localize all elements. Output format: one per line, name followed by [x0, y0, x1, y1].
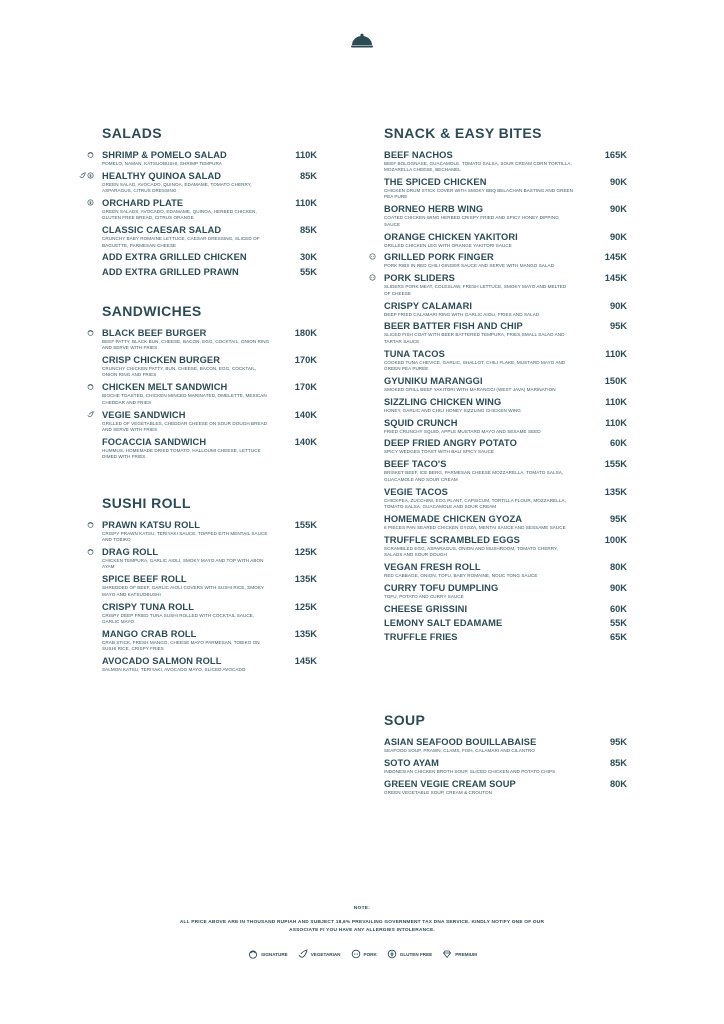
menu-section-sandwiches [102, 303, 317, 464]
menu-item [102, 328, 317, 352]
item-name: SHRIMP & POMELO SALAD [102, 150, 227, 160]
item-price: 155K [604, 459, 627, 470]
item-description: BEEF PATTY, BLACK BUN, CHEESE, BACON, EGG, COCKTAIL, ONION RING AND SERVE WITH FRIES [102, 339, 270, 351]
item-name: DEEP FRIED ANGRY POTATO [384, 438, 517, 449]
menu-item [102, 410, 317, 434]
menu-item [384, 562, 627, 579]
item-price: 110K [605, 396, 627, 407]
item-price: 60K [609, 603, 627, 614]
signature-icon [87, 151, 94, 158]
diet-icons [79, 172, 94, 179]
item-name: BEEF NACHOS [384, 150, 453, 160]
item-price: 95K [609, 321, 627, 332]
menu-item [384, 618, 627, 629]
item-description: BEEF BOLOGNASE, GUACAMOLE, TOMATO SALSA, SOUR CREAM CORN TORTILLA, MOZARELLA CHEESE, BECHAMEL [384, 161, 572, 173]
item-name: VEGIE SANDWICH [102, 409, 186, 420]
item-name: CHEESE GRISSINI [384, 603, 468, 614]
item-price: 110K [295, 198, 317, 209]
premium-icon [442, 949, 452, 959]
item-price: 90K [609, 177, 627, 188]
item-price: 95K [609, 737, 627, 747]
item-price: 55K [299, 266, 317, 277]
menu-item [384, 779, 627, 796]
menu-item [102, 355, 317, 379]
menu-item [384, 604, 627, 615]
item-price: 140K [294, 409, 317, 420]
section-title: SOUP [384, 712, 426, 728]
item-description: BRISKET BEEF, ICE BERG, PARMESAN CHEESE MOZZARELLA, TOMATO SALSA, GUACAMOLE AND SOUR CREAM [384, 470, 564, 482]
item-price: 65K [609, 631, 627, 642]
item-description: CHICKEN DRUM STICK COVER WITH SMOKY BBQ BELACHAN BASTING AND GREEN PEA PURE [384, 188, 574, 200]
menu-item [102, 520, 317, 544]
menu-item [102, 629, 317, 653]
item-description: SPICY WEDGES TOAST WITH BALI SPICY SAUCE [384, 449, 495, 455]
item-name: BLACK BEEF BURGER [102, 328, 207, 338]
item-name: DRAG ROLL [102, 547, 159, 558]
item-description: SALMON KATSU, TERIYAKI, AVOCADO MAYO, SLICED AVOCADO [102, 666, 246, 672]
menu-item [102, 150, 317, 167]
menu-section-salads [102, 125, 317, 281]
menu-item [384, 204, 627, 228]
item-name: GREEN VEGIE CREAM SOUP [384, 778, 516, 789]
diet-icons [87, 151, 94, 158]
diet-icons [369, 274, 376, 281]
item-price: 170K [294, 382, 317, 393]
item-name: TRUFFLE FRIES [384, 631, 458, 642]
item-description: SHREDDED OF BEEF, GARLIC AIOLI COVERS WITH SUSHI RICE, SMOKY MAYO AND KATSUOBUSHI [102, 585, 264, 597]
item-price: 95K [609, 513, 627, 524]
item-name: CURRY TOFU DUMPLING [384, 582, 499, 593]
item-price: 90K [609, 204, 627, 215]
menu-item [384, 376, 627, 393]
menu-item [384, 273, 627, 297]
menu-item [102, 602, 317, 626]
gluten-free-icon [387, 949, 397, 959]
item-price: 145K [294, 655, 317, 666]
item-description: HUMMUS, HOMEMADE DRIED TOMATO, HALLOUMI CHEESE, LETTUCE DIMED WITH FRIES [102, 447, 261, 460]
pork-icon [351, 949, 361, 959]
gluten-free-icon [87, 199, 94, 206]
diet-icons [87, 411, 94, 418]
item-price: 155K [294, 520, 317, 530]
item-description: GREEN VEGETABLE SOUP, CREAM & CROUTON [384, 789, 493, 795]
item-price: 110K [605, 417, 627, 428]
item-name: ORANGE CHICKEN YAKITORI [384, 231, 518, 242]
item-description: SLIDERS PORK MEAT, COLESLAW, FRESH LETTUCE, SMOKY MAYO AND MELTED OF CHEESE [384, 284, 567, 296]
item-description: SEAFOOD SOUP, PRAWN, CLAMS, FISH, CALAMARI AND CILANTRO [384, 748, 536, 753]
menu-item [384, 418, 627, 435]
item-price: 80K [609, 778, 627, 789]
diet-icons [87, 521, 94, 528]
item-price: 90K [609, 231, 627, 242]
item-description: FRIED CRUNCHY SQUID, APPLE MUSTARD MAYO AND SESAME SEED [384, 428, 541, 434]
item-name: SIZZLING CHICKEN WING [384, 396, 502, 407]
legend-label: VEGETARIAN [310, 951, 341, 957]
item-description: SLICED FISH COAT WITH BEER BATTERED TEMPURA, FRIES,SMALL SALAD AND TARTAR SAUCE [384, 332, 565, 344]
item-price: 55K [609, 617, 627, 628]
item-name: PORK SLIDERS [384, 273, 455, 284]
item-description: TOFU, POTATO AND CURRY SAUCE [384, 593, 464, 599]
item-price: 110K [605, 348, 627, 359]
legend-label: GLUTEN FREE [399, 951, 433, 957]
menu-item [102, 656, 317, 673]
item-name: AVOCADO SALMON ROLL [102, 655, 222, 666]
item-price: 180K [294, 328, 317, 338]
menu-item [384, 583, 627, 600]
menu-item [384, 632, 627, 643]
footer-note-label: NOTE: [353, 906, 371, 911]
legend-item-pork [351, 949, 377, 959]
item-price: 135K [604, 486, 627, 497]
item-description: HONEY, GARLIC AND CHILI HONEY SIZZLING CHICKEN WING [384, 407, 521, 413]
item-name: CLASSIC CAESAR SALAD [102, 225, 222, 236]
item-name: SOTO AYAM [384, 757, 439, 768]
vegetarian-icon [298, 949, 308, 959]
item-price: 85K [299, 170, 317, 181]
menu-item [384, 150, 627, 174]
item-description: 6 PIECES PAN SEARED CHICKEN GYOZA, MENTAI SAUCE AND SESSAME SAUCE [384, 524, 566, 530]
item-name: TRUFFLE SCRAMBLED EGGS [384, 534, 520, 545]
menu-item [384, 397, 627, 414]
menu-item [102, 225, 317, 249]
item-description: CHICKPEA, ZUCCHINI, EGG PLANT, CAPSICUM, TORTILLA FLOUR, MOZZARELLA, TOMATO SALSA, GUACAMOLE AND SOUR CREAM [384, 497, 566, 509]
item-name: CRISPY TUNA ROLL [102, 601, 194, 612]
signature-icon [87, 329, 94, 336]
item-name: THE SPICED CHICKEN [384, 177, 487, 188]
vegetarian-icon [79, 172, 86, 179]
item-description: SMOKED GRILL BEEF YAKITORI WITH MARANGGI (WEST JAVA) MARINATION [384, 386, 556, 392]
signature-icon [87, 521, 94, 528]
item-name: HOMEMADE CHICKEN GYOZA [384, 513, 523, 524]
signature-icon [248, 949, 258, 959]
item-name: BORNEO HERB WING [384, 204, 484, 215]
menu-item [384, 758, 627, 775]
item-price: 125K [294, 547, 317, 558]
item-price: 110K [295, 150, 317, 160]
item-description: GREEN SALAD, AVOCADO, QUINOA, EDAMAME, TOMATO CHERRY, ASPARAGUS, CITRUS DRESSING [102, 181, 252, 194]
diet-icons [87, 199, 94, 206]
item-price: 90K [609, 300, 627, 311]
legend-label: PREMIUM [455, 951, 477, 957]
menu-item [384, 535, 627, 559]
menu-section-snack-easy-bites [384, 125, 627, 646]
diet-icons [87, 329, 94, 336]
legend-item-signature [248, 949, 288, 959]
menu-item [384, 349, 627, 373]
item-price: 165K [604, 150, 627, 160]
item-name: ORCHARD PLATE [102, 198, 184, 209]
menu-item [384, 232, 627, 249]
menu-item [102, 198, 317, 222]
menu-item [384, 737, 627, 754]
item-price: 90K [609, 582, 627, 593]
item-name: CRISPY CALAMARI [384, 300, 473, 311]
item-name: VEGAN FRESH ROLL [384, 561, 481, 572]
diet-icons [87, 383, 94, 390]
item-price: 135K [294, 574, 317, 585]
item-name: GYUNIKU MARANGGI [384, 375, 483, 386]
item-description: RED CABBAGE, ONION, TOFU, BABY ROMAINE, NOUC TONG SAUCE [384, 572, 538, 578]
menu-item [384, 252, 627, 269]
item-name: ADD EXTRA GRILLED CHICKEN [102, 252, 247, 263]
menu-item [102, 171, 317, 195]
item-name: BEER BATTER FISH AND CHIP [384, 321, 523, 332]
item-price: 125K [294, 601, 317, 612]
item-description: CRAB STICK, FRESH MANGO, CHEESE MAYO PARMESAN, TOBIKO ON SUSHI RICE, CRISPY FRIES [102, 639, 260, 652]
item-price: 85K [299, 225, 317, 236]
item-description: INDONESIAN CHICKEN BROTH SOUP, SLICED CHICKEN AND POTATO CHIPS [384, 768, 556, 774]
item-name: SQUID CRUNCH [384, 417, 458, 428]
pork-icon [369, 253, 376, 260]
item-name: PRAWN KATSU ROLL [102, 520, 201, 530]
item-price: 145K [604, 252, 627, 263]
item-description: GRILLED OF VEGETABLES, CHEDDAR CHEESE ON SOUR DOUGH BREAD AND SERVE WITH FRIES [102, 420, 268, 432]
vegetarian-icon [87, 411, 94, 418]
legend-label: PORK [363, 951, 377, 957]
menu-item [102, 382, 317, 406]
item-name: LEMONY SALT EDAMAME [384, 617, 503, 628]
item-description: SCRAMBLED EGG, ASPARAGUS, ONION AND MUSHROOM, TOMATO CHERRY, SALADS AND SOUR DOUGH [384, 545, 558, 557]
diet-icons [369, 253, 376, 260]
item-description: COOKED TUNA CHEVICE, GARLIC, SHALLOT, CHILI FLAKE, MUSTARD MAYO AND GREEN PEA PUREE [384, 359, 566, 371]
menu-item [384, 459, 627, 483]
item-name: TUNA TACOS [384, 348, 445, 359]
menu-item [384, 301, 627, 318]
cloche-logo-icon [351, 33, 373, 49]
item-description: PORK RIBS IN RED CHILI GINGER SAUCE AND SERVE WITH MANGO SALAD [384, 263, 554, 269]
legend-item-vegetarian [298, 949, 341, 959]
menu-item [102, 547, 317, 571]
item-price: 30K [299, 252, 317, 263]
item-description: CRISPY PRAWN KATSU, TERIYAKI SAUCE, TOPPED EITH MENTAIL SAUCE AND TOBIKO [102, 531, 268, 543]
item-description: CHICKEN TEMPURA, GARLIC AIOLI, SMOKY MAYO AND TOP WITH ABON AYAM [102, 558, 264, 570]
item-name: CHICKEN MELT SANDWICH [102, 382, 228, 393]
item-name: MANGO CRAB ROLL [102, 628, 197, 639]
signature-icon [87, 548, 94, 555]
item-price: 135K [294, 628, 317, 639]
item-description: CRUNCHY CHICKEN PATTY, BUN, CHEESE, BACON, EGG, COCKTAIL, ONION RING AND FRIES [102, 366, 257, 378]
menu-item [384, 321, 627, 345]
item-price: 170K [294, 355, 317, 366]
signature-icon [87, 383, 94, 390]
item-name: VEGIE TACOS [384, 486, 448, 497]
section-title: SUSHI ROLL [102, 495, 191, 511]
menu-item [384, 514, 627, 531]
menu-section-sushi-roll [102, 495, 317, 677]
item-name: GRILLED PORK FINGER [384, 252, 494, 263]
menu-section-soup [384, 712, 627, 800]
menu-item [102, 437, 317, 461]
menu-item [384, 438, 627, 455]
item-name: HEALTHY QUINOA SALAD [102, 170, 222, 181]
item-name: ADD EXTRA GRILLED PRAWN [102, 266, 239, 277]
item-name: CRISP CHICKEN BURGER [102, 355, 221, 366]
item-description: CRISPY DEEP FRIED TUNA SUSHI ROLLED WITH COCKTAIL SAUCE, GARLIC MAYO [102, 612, 255, 624]
item-description: GREEN SALADS, AVOCADO, EDAMAME, QUINOA, HERBED CHICKEN, GLUTEN FREE BREAD, CITRUS ORANGE [102, 209, 257, 221]
item-description: POMELO, NAMAN, KATSUOBUSHI, SHRIMP TEMPURA [102, 161, 223, 166]
section-title: SALADS [102, 125, 162, 141]
item-description: DEEP FRIED CALAMARI RING WITH GARLIC AIOLI, FRIES AND SALAD [384, 311, 540, 317]
item-price: 80K [609, 561, 627, 572]
item-name: ASIAN SEAFOOD BOUILLABAISE [384, 737, 537, 747]
menu-item [102, 252, 317, 263]
pork-icon [369, 274, 376, 281]
menu-item [384, 487, 627, 511]
item-name: BEEF TACO'S [384, 459, 447, 470]
item-price: 85K [609, 757, 627, 768]
item-price: 145K [604, 273, 627, 284]
gluten-free-icon [87, 172, 94, 179]
icon-legend [248, 949, 477, 959]
item-name: SPICE BEEF ROLL [102, 574, 187, 585]
item-description: BIOCHE TOASTED, CHICKEN MINCED MARINATED, OMELETTE, MEXICAN CHEDDAR AND FRIES [102, 393, 267, 405]
section-title: SANDWICHES [102, 303, 202, 319]
legend-label: SIGNATURE [261, 951, 288, 957]
footer-note-text: ALL PRICE ABOVE ARE IN THOUSAND RUPIAH AND SUBJECT 18,6% PREVAILING GOVERNMENT TAX DNA SERVICE. KINDLY NOTIFY ONE OF OUR ASSOCIATE FI YOU HAVE ANY ALLERGIES INTOLERANCE. [179, 920, 545, 933]
menu-item [384, 177, 627, 201]
item-description: GRILLED CHICKEN LEG WITH ORANGE YAKITORI SAUCE [384, 242, 512, 248]
section-title: SNACK & EASY BITES [384, 125, 542, 141]
item-description: CRUNCHY BABY ROMAINE LETTUCE, CAESAR DRESSING, SLICED OF BAGUETTE, PARMESAN CHEESE [102, 236, 260, 248]
item-price: 140K [294, 436, 317, 447]
legend-item-premium [442, 949, 477, 959]
legend-item-gluten-free [387, 949, 432, 959]
item-price: 100K [604, 534, 627, 545]
item-price: 60K [609, 438, 627, 449]
item-name: FOCACCIA SANDWICH [102, 436, 207, 447]
diet-icons [87, 548, 94, 555]
item-price: 150K [604, 375, 627, 386]
menu-item [102, 574, 317, 598]
menu-item [102, 267, 317, 278]
item-description: COATED CHICKEN WING HERBED CRISPY FRIED AND SPICY HONEY DIPPING SAUCE [384, 215, 559, 227]
